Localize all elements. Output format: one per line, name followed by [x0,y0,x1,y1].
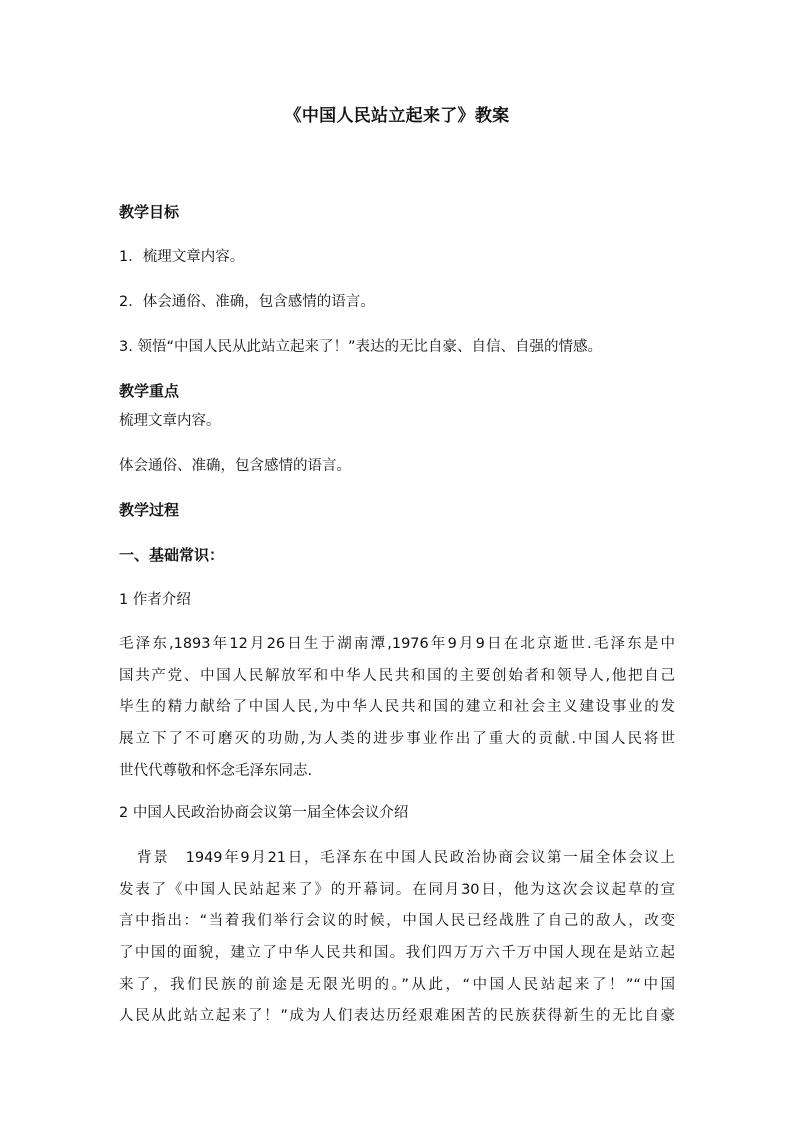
goal-item-2: 2．体会通俗、准确，包含感情的语言。 [119,294,375,310]
meeting-line: 言中指出：“当着我们举行会议的时候，中国人民已经战胜了自己的敌人，改变 [119,913,675,930]
author-heading: 1 作者介绍 [119,592,191,608]
key-point-item-1: 梳理文章内容。 [119,413,221,429]
meeting-line: 来了，我们民族的前途是无限光明的。”从此，“中国人民站起来了！”“中国 [119,976,675,993]
section-basic-knowledge: 一、基础常识： [119,546,225,564]
author-paragraph [119,629,675,787]
meeting-heading: 2 中国人民政治协商会议第一届全体会议介绍 [119,805,409,821]
meeting-line: 背景 1949年9月21日，毛泽东在中国人民政治协商会议第一届全体会议上 [137,850,675,866]
process-heading: 教学过程 [119,501,180,519]
author-line: 毕生的精力献给了中国人民,为中华人民共和国的建立和社会主义建设事业的发 [119,699,675,716]
key-point-item-2: 体会通俗、准确，包含感情的语言。 [119,458,351,474]
author-line: 世代代尊敬和怀念毛泽东同志. [119,762,313,779]
meeting-line: 发表了《中国人民站起来了》的开幕词。在同月30日，他为这次会议起草的宣 [119,881,675,898]
meeting-paragraph [119,843,675,1033]
author-line: 毛泽东,1893年12月26日生于湖南潭,1976年9月9日在北京逝世.毛泽东是中 [119,636,675,652]
author-line: 国共产党、中国人民解放军和中华人民共和国的主要创始者和领导人,他把自己 [119,667,675,684]
goals-heading: 教学目标 [119,203,180,221]
author-line: 展立下了不可磨灭的功勋,为人类的进步事业作出了重大的贡献.中国人民将世 [119,731,675,748]
meeting-line: 人民从此站立起来了！”成为人们表达历经艰难困苦的民族获得新生的无比自豪 [119,1008,675,1025]
document-title: 《中国人民站立起来了》教案 [284,106,510,126]
meeting-line: 了中国的面貌，建立了中华人民共和国。我们四万万六千万中国人现在是站立起 [119,945,675,962]
goal-item-3: 3. 领悟“中国人民从此站立起来了！”表达的无比自豪、自信、自强的情感。 [119,339,602,355]
goal-item-1: 1．梳理文章内容。 [119,249,245,265]
key-points-heading: 教学重点 [119,382,180,400]
